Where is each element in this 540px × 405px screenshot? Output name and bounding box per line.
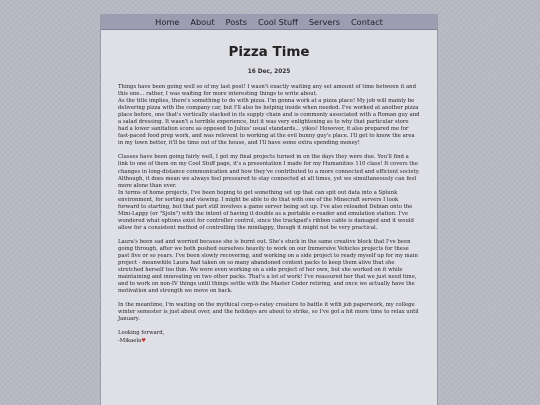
signature-text: -Mikaela [118,337,142,344]
post-title: Pizza Time [228,44,310,60]
post-paragraph: In the meantime, I'm waiting on the mythical corp-o-ratey creature to battle it with job paperwork, my college winter semester is just about over, and the holidays are about to strike, so I've got a bit more time to relax until January. [118,302,419,323]
heart-icon: ♥ [141,337,147,344]
nav-home-link[interactable]: Home [155,16,180,27]
post-paragraph: Laura's been sad and worried because she is burnt out. She's stuck in the same creative block that I've been going through, after we both pushed ourselves heavily to work on our Immersive Vehicles projects for these past five or so years. I've been slowly recovering, and working on a side project to ready myself up for my main project - meanwhile Laura had taken on so many abandoned content packs to keep them alive that she stretched herself too thin. We were even working on a side project of her own, but she worked on it while maintaining and innovating on two other packs. That's a lot of work! I've reassured her that we just need time, and to work on non-IV things until things settle with the Master Coder retiring, and once we actually have the motivation and strength we move on back. [118,238,418,295]
post-paragraph [118,154,420,232]
signoff-text: Looking forward, [118,330,165,337]
page-container [100,14,438,405]
paragraph-text: Classes have been going fairly well, I got my final projects turned in on the days they were due. You'll find a link to one of them on my Cool Stuff page, it's a presentation I made for my Humanities 110 class! It covers the changes in long-distance communication and how they've contributed to a more connected and efficient society. Although, it does mean we always feel pressured to stay connected at all times, yet we simultaneously can feel more alone than ever. [118,154,420,189]
paragraph-text: Things have been going well so of my last post! I wasn't exactly waiting any set amount of time between it and this one... rather, I was waiting for more interesting things to write about. [118,84,416,98]
post-date: 16 Dec, 2025 [247,69,291,75]
nav-posts-link[interactable]: Posts [225,16,247,27]
nav-cool-stuff-link[interactable]: Cool Stuff [257,16,298,27]
post-body [101,75,437,345]
post-paragraph [118,84,420,147]
paragraph-text: As the title implies, there's something to do with pizza. I'm gonna work at a pizza place! My job will mainly be delivering pizza with the company car, but I'll also be helping inside when needed. I've worked at another pizza place before, one that's vertically stacked in its supply chain and is commonly associated with a Roman guy and a salad dressing. It wasn't a terrible experience, but it was very enlightening as to why that particular store had a lower sanitation score as opposed to Julius' usual standards... yikes! However, it also prepared me for fast-paced food prep work, and was relevent to working at the evil bunny guy's place. I'll get to know the area in my town better, it'll be time out of the house, and I'll have some extra spending money! [118,98,420,147]
nav-contact-link[interactable]: Contact [350,16,383,27]
top-nav [101,14,437,30]
nav-about-link[interactable]: About [190,16,215,27]
paragraph-text: In terms of home projects, I've been hoping to get something set up that can spit out data into a Splunk environment, for sorting and viewing. I might be able to do that with one of the Minecraft servers I look forward to starting, but that part still involves a game server being set up. I've also reloaded Debian onto the Mini-Lappy (or "Sjoln") with the intent of having it double as a portable e-reader and emulation station. I've wondered what options exist for controller control, since the trackpad's ribbon cable is damaged and it would allow for a consistent method of controlling the minilappy, though it might not be very practical. [118,189,414,231]
post-signoff [118,330,420,344]
nav-servers-link[interactable]: Servers [308,16,340,27]
